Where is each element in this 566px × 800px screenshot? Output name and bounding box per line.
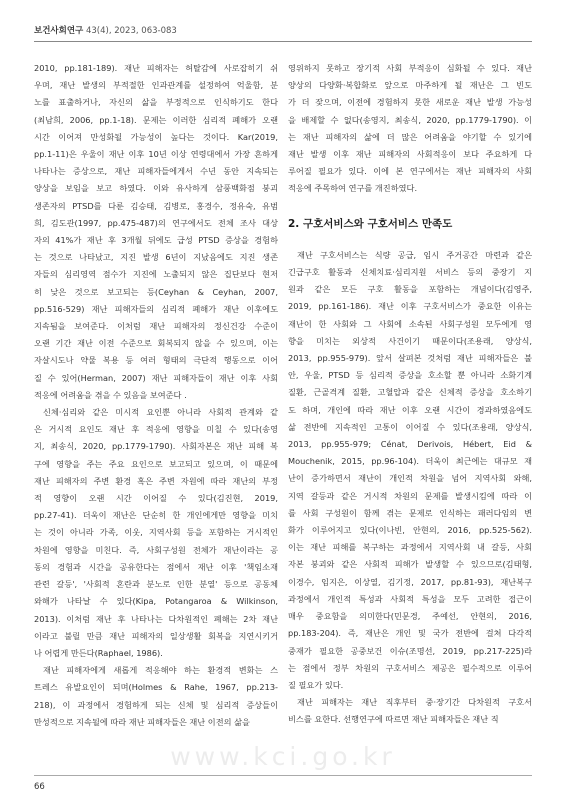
text-line: 2013, pp.955-979; Cénat, Derivois, Hébert, Eid & — [288, 439, 532, 450]
footer-rule — [34, 775, 532, 776]
text-line: 신체·심리와 같은 미시적 요인뿐 아니라 사회적 관계와 같 — [43, 407, 278, 418]
text-line: (최남희, 2006, pp.1-18). 문제는 이러한 심리적 폐해가 오랜 — [34, 114, 278, 125]
text-line: 매우 중요함을 의미한다(민문경, 주예선, 안현의, 2016, — [288, 611, 532, 622]
text-line: 도 하며, 개인에 따라 재난 이후 오랜 시간이 경과하였음에도 — [288, 404, 532, 415]
text-line: 나타나는 증상으로, 재난 피해자들에게서 수년 동안 지속되는 — [34, 166, 278, 177]
text-line: 안, 우울, PTSD 등 심리적 증상을 호소할 뿐 아니라 소화기계 — [288, 370, 532, 381]
text-line: 노를 표출하거나, 자신의 삶을 부정적으로 인식하기도 한다 — [34, 97, 278, 108]
text-line: Mouchenik, 2015, pp.96-104). 더욱이 최근에는 대규모 재 — [288, 456, 532, 467]
page-number: 66 — [34, 782, 45, 792]
text-line: 지속됨을 보여준다. 이처럼 재난 피해자의 정신건강 수준이 — [34, 321, 278, 332]
text-line: 2013, pp.955-979). 앞서 살펴본 것처럼 재난 피해자들은 불 — [288, 353, 532, 364]
text-line: 는 점에서 정부 차원의 구호서비스 제공은 필수적으로 이루어 — [288, 662, 532, 673]
text-line: pp.1-11)은 우울이 재난 이후 10년 이상 연령대에서 가장 흔하게 — [34, 149, 278, 160]
text-line: 히 낮은 것으로 보고되는 등(Ceyhan & Ceyhan, 2007, — [34, 286, 278, 297]
text-line: 원과 같은 모든 구호 활동을 포함하는 개념이다(김영주, — [288, 284, 532, 295]
text-line: pp.183-204). 즉, 재난은 개인 및 국가 전반에 걸쳐 다각적 — [288, 628, 532, 639]
text-line: 2019, pp.161-186). 재난 이후 구호서비스가 중요한 이유는 — [288, 301, 532, 312]
text-line: 과정에서 개인적 특성과 사회적 특성을 모두 고려한 접근이 — [288, 593, 532, 604]
right-column — [288, 60, 532, 729]
text-line: 를 사회 구성원이 함께 겪는 문제로 인식하는 패러다임의 변 — [288, 507, 532, 518]
text-line: 재난이 한 사회와 그 사회에 소속된 사회구성원 모두에게 영 — [288, 318, 532, 329]
text-line: 양상을 보임을 보고 하였다. 이와 유사하게 삼풍백화점 붕괴 — [34, 183, 278, 194]
text-line: 트레스 유발요인이 되며(Holmes & Rahe, 1967, pp.213- — [34, 682, 278, 693]
text-line: 생존자의 PTSD를 다룬 김승태, 김병로, 홍경수, 정유숙, 유범 — [34, 200, 278, 211]
text-line: 시간 이어져 만성화될 가능성이 높다는 것이다. Kar(2019, — [34, 131, 278, 142]
text-line: 자본 붕괴와 같은 사회적 피해가 발생할 수 있으므로(김태형, — [288, 559, 532, 570]
text-line: 동의 경험과 시간을 공유한다는 점에서 재난 이후 '책임소재 — [34, 561, 278, 572]
text-line: 질 수 있어(Herman, 2007) 재난 피해자들이 재난 이후 사회 — [34, 372, 278, 383]
text-line: pp.27-41). 더욱이 재난은 단순히 한 개인에게만 영향을 미치 — [34, 510, 278, 521]
text-line: 난이 증가하면서 재난이 개인적 차원을 넘어 지역사회 와해, — [288, 473, 532, 484]
text-line: 는 것으로 나타났고, 지진 발생 6년이 지났음에도 지진 생존 — [34, 252, 278, 263]
text-line: 재난 피해자에게 새롭게 적응해야 하는 환경적 변화는 스 — [43, 665, 278, 676]
text-line: 적응에 어려움을 겪을 수 있음을 보여준다 . — [34, 389, 187, 400]
text-line: 적응에 주목하여 연구를 개진하였다. — [288, 183, 418, 194]
text-line: 우며, 재난 발생의 부적절한 인과관계를 설정하여 억울함, 분 — [34, 80, 278, 91]
text-line: 재난 피해자는 재난 직후부터 중·장기간 다차원적 구호서 — [297, 697, 532, 708]
text-line: 재난 발생 이후 재난 피해자의 사회적응이 보다 주요하게 다 — [288, 149, 532, 160]
text-line: 이라고 불릴 만큼 재난 피해자의 일상생활 회복을 지연시키거 — [34, 630, 278, 641]
text-line: 는 재난 피해자의 삶에 더 많은 어려움을 야기할 수 있기에 — [288, 131, 532, 142]
text-line: 지역 갈등과 같은 거시적 차원의 문제를 발생시킴에 따라 이 — [288, 490, 532, 501]
text-line: 질 필요가 있다. — [288, 679, 344, 690]
text-line: 자들의 심리영역 점수가 지진에 노출되지 않은 집단보다 현저 — [34, 269, 278, 280]
text-line: 영위하지 못하고 장기적 사회 부적응이 심화될 수 있다. 재난 — [288, 63, 532, 73]
text-line: pp.516-529) 재난 피해자들의 심리적 폐해가 재난 이후에도 — [34, 303, 278, 314]
text-line: 218), 이 과정에서 경험하게 되는 신체 및 심리적 증상들이 — [34, 699, 278, 710]
text-line: 오랜 기간 재난 이전 수준으로 회복되지 않을 수 있으며, 이는 — [34, 338, 278, 349]
text-line: 만성적으로 지속될에 따라 재난 피해자들은 재난 이전의 삶을 — [34, 716, 250, 727]
journal-title: 보건사회연구 — [34, 26, 84, 36]
text-line: 희, 김도관(1997, pp.475-487)의 연구에서도 전체 조사 대상 — [34, 217, 278, 228]
text-line: 삶 전반에 지속적인 고통이 이어질 수 있다(조용래, 양상식, — [288, 421, 532, 432]
text-line: 구에 영향을 주는 주요 요인으로 보고되고 있으며, 이 때문에 — [34, 458, 278, 469]
text-line: 차원에 영향을 미친다. 즉, 사회구성원 전체가 재난이라는 공 — [34, 544, 278, 555]
watermark: www.kci.go.kr — [170, 742, 396, 771]
journal-issue: 43(4), 2023, 063-083 — [85, 26, 177, 36]
text-line: 적 영향이 오랜 시간 이어질 수 있다(김진현, 2019, — [34, 493, 278, 504]
text-line: 향을 미치는 외상적 사건이기 때문이다(조용래, 양상식, — [288, 335, 532, 346]
section-title: 2. 구호서비스와 구호서비스 만족도 — [288, 217, 453, 230]
text-line: 나 어렵게 만든다(Raphael, 1986). — [34, 647, 163, 658]
text-line: 는 것이 아니라 가족, 이웃, 지역사회 등을 포함하는 거시적인 — [34, 527, 278, 538]
text-line: 비스를 요한다. 선행연구에 따르면 재난 피해자들은 재난 직 — [288, 714, 499, 725]
text-line: 재난 피해자의 주변 환경 혹은 주변 자원에 따라 재난의 부정 — [34, 475, 278, 486]
text-line: 와해가 나타날 수 있다(Kipa, Potangaroa & Wilkinson, — [34, 596, 278, 607]
left-column — [34, 60, 278, 731]
text-line: 화가 이루어지고 있다(이나빈, 안현의, 2016, pp.525-562). — [288, 525, 532, 536]
text-line: 긴급구호 활동과 신체치료·심리지원 서비스 등의 중장기 지 — [288, 267, 532, 278]
text-line: 중재가 필요한 공중보건 이슈(조명선, 2019, pp.217-225)라 — [288, 645, 532, 656]
text-line: 이는 재난 피해를 복구하는 과정에서 지역사회 내 갈등, 사회 — [288, 542, 532, 553]
running-head — [34, 24, 177, 36]
text-line: 을 배제할 수 없다(송영지, 최송식, 2020, pp.1779-1790). 이 — [288, 114, 532, 125]
text-line: 은 거시적 요인도 재난 후 적응에 영향을 미칠 수 있다(송영 — [34, 424, 278, 435]
text-line: 루어질 필요가 있다. 이에 본 연구에서는 재난 피해자의 사회 — [288, 166, 532, 177]
text-line: 2010, pp.181-189). 재난 피해자는 허탈감에 사로잡히기 쉬 — [34, 63, 278, 73]
header-rule — [34, 41, 532, 42]
text-line: 재난 구호서비스는 식량 공급, 임시 주거공간 마련과 같은 — [297, 249, 532, 260]
text-line: 2013). 이처럼 재난 후 나타나는 다차원적인 폐해는 2차 재난 — [34, 613, 278, 624]
text-line: 관련 갈등', '사회적 혼란과 분노로 인한 분열' 등으로 공동체 — [34, 579, 278, 590]
text-line: 자살시도나 약물 복용 등 여러 형태의 극단적 행동으로 이어 — [34, 355, 278, 366]
text-line: 지, 최송식, 2020, pp.1779-1790). 사회자본은 재난 피해 복 — [34, 441, 278, 452]
text-line: 가 더 잦으며, 이전에 경험하지 못한 새로운 재난 발생 가능성 — [288, 97, 532, 108]
text-line: 양상의 다양화·복합화로 앞으로 마주하게 될 재난은 그 빈도 — [288, 80, 532, 91]
text-line: 질환, 근골격계 질환, 고혈압과 같은 신체적 증상을 호소하기 — [288, 387, 532, 398]
text-line: 이경수, 임지은, 이상열, 김기정, 2017, pp.81-93), 재난복구 — [288, 576, 532, 587]
text-line: 자의 41%가 재난 후 3개월 뒤에도 급성 PTSD 증상을 경험하 — [34, 235, 278, 246]
